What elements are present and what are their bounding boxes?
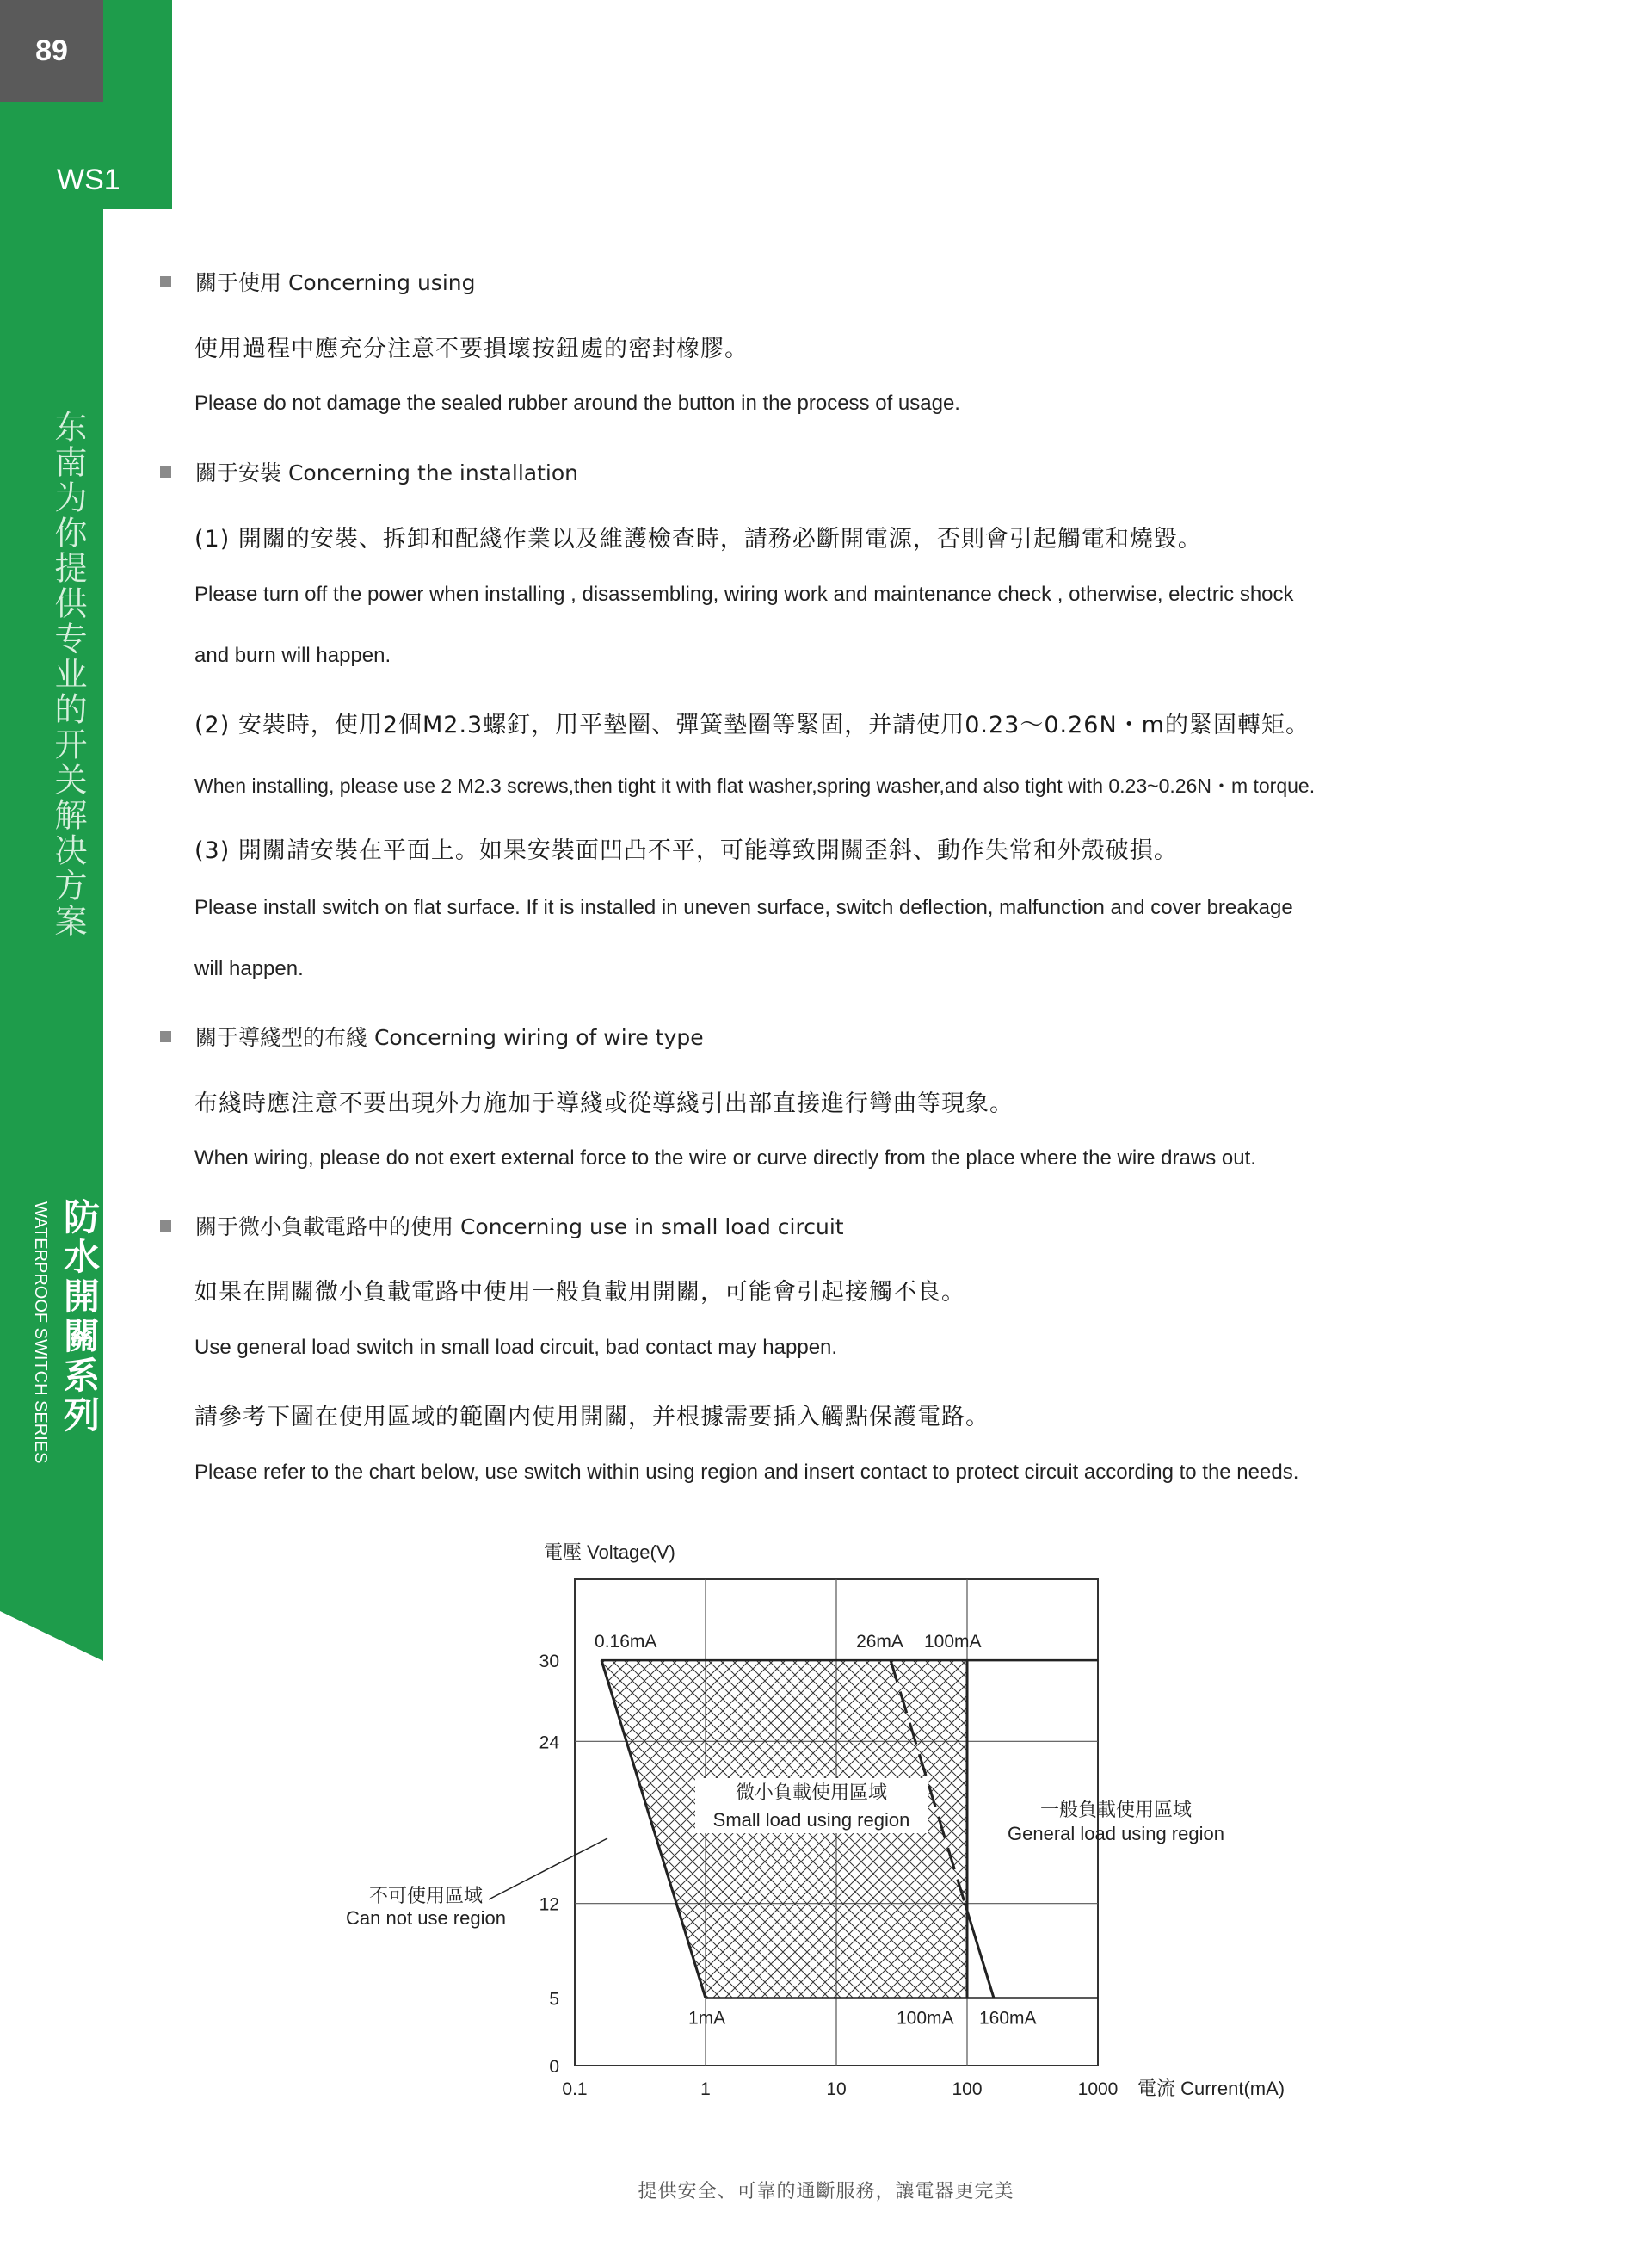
label-1mA: 1mA [688, 2008, 726, 2029]
small-region-label-cn: 微小負載使用區域 [735, 1782, 888, 1803]
small-load-cn2: 請參考下圖在使用區域的範圍内使用開關，并根據需要插入觸點保護電路。 [194, 1404, 989, 1430]
small-region-label-en: Small load using region [712, 1809, 910, 1831]
series-title-en: WATERPROOF SWITCH SERIES [31, 1201, 50, 1464]
page-number: 89 [0, 0, 103, 102]
chart-y-label: 電壓 Voltage(V) [544, 1541, 675, 1563]
label-26mA: 26mA [856, 1632, 903, 1652]
install-item1-en-b: and burn will happen. [194, 644, 391, 667]
section-title-text: 關于微小負載電路中的使用 Concerning use in small load circuit [195, 1214, 844, 1239]
y-tick-label: 5 [549, 1989, 559, 2010]
cannot-region-label-cn: 不可使用區域 [368, 1885, 484, 1906]
cannot-use-pointer [489, 1838, 607, 1899]
wiring-cn: 布綫時應注意不要出現外力施加于導綫或從導綫引出部直接進行彎曲等現象。 [194, 1090, 1014, 1117]
install-item2-cn: (2) 安裝時，使用2個M2.3螺釘，用平墊圈、彈簧墊圈等緊固，并請使用0.23～0.26N・m的緊固轉矩。 [194, 712, 1310, 738]
footer-slogan: 提供安全、可靠的通斷服務，讓電器更完美 [638, 2181, 1014, 2202]
install-item2-en: When installing, please use 2 M2.3 screws,then tight it with flat washer,spring washer,and also tight with 0.23~0.26N・m torque. [194, 775, 1316, 797]
general-region-label-en: General load using region [1008, 1823, 1224, 1844]
wiring-en: When wiring, please do not exert external force to the wire or curve directly from the place where the wire draws out. [194, 1146, 1256, 1170]
section-title-text: 關于導綫型的布綫 Concerning wiring of wire type [195, 1025, 704, 1050]
x-tick-label: 10 [826, 2079, 847, 2099]
x-tick-label: 100 [952, 2079, 983, 2099]
chart-x-label: 電流 Current(mA) [1137, 2078, 1285, 2099]
y-tick-label: 12 [539, 1894, 559, 1915]
install-item1-cn: (1) 開關的安裝、拆卸和配綫作業以及維護檢查時，請務必斷開電源，否則會引起觸電和燒毀。 [194, 526, 1202, 553]
y-tick-label: 30 [539, 1652, 559, 1672]
using-cn: 使用過程中應充分注意不要損壞按鈕處的密封橡膠。 [194, 336, 749, 362]
install-item1-en-a: Please turn off the power when installing , disassembling, wiring work and maintenance check , otherwise, electric shock [194, 583, 1294, 606]
install-item3-en-b: will happen. [194, 957, 304, 980]
install-item3-en-a: Please install switch on flat surface. If it is installed in uneven surface, switch deflection, malfunction and cover breakage [194, 896, 1293, 919]
cannot-region-label-en: Can not use region [346, 1907, 506, 1929]
y-tick-label: 0 [549, 2057, 559, 2077]
small-load-cn1: 如果在開關微小負載電路中使用一般負載用開關，可能會引起接觸不良。 [194, 1279, 965, 1306]
label-100mA-bottom: 100mA [897, 2008, 954, 2029]
install-item3-cn: (3) 開關請安裝在平面上。如果安裝面凹凸不平，可能導致開關歪斜、動作失常和外殼破損。 [194, 837, 1178, 864]
x-tick-label: 1000 [1077, 2079, 1119, 2099]
label-0.16mA: 0.16mA [595, 1632, 657, 1652]
general-region-label-cn: 一般負載使用區域 [1039, 1799, 1193, 1820]
section-title-text: 關于使用 Concerning using [195, 270, 476, 295]
label-160mA: 160mA [979, 2008, 1037, 2029]
label-100mA-top: 100mA [924, 1632, 982, 1652]
small-load-en2: Please refer to the chart below, use switch within using region and insert contact to protect circuit according to the needs. [194, 1461, 1299, 1484]
series-code: WS1 [57, 164, 120, 196]
y-tick-label: 24 [539, 1732, 559, 1753]
using-en: Please do not damage the sealed rubber around the button in the process of usage. [194, 392, 960, 415]
x-tick-label: 0.1 [562, 2079, 588, 2099]
section-title-text: 關于安裝 Concerning the installation [195, 460, 578, 485]
series-title-cn: 防水開關系列 [59, 1198, 101, 1436]
general-load-boundary-solid [965, 1904, 994, 1998]
small-load-en1: Use general load switch in small load circuit, bad contact may happen. [194, 1336, 838, 1359]
x-tick-label: 1 [700, 2079, 711, 2099]
sidebar-slogan: 东南为你提供专业的开关解决方案 [49, 410, 87, 939]
x-tick-labels [562, 2079, 1118, 2099]
